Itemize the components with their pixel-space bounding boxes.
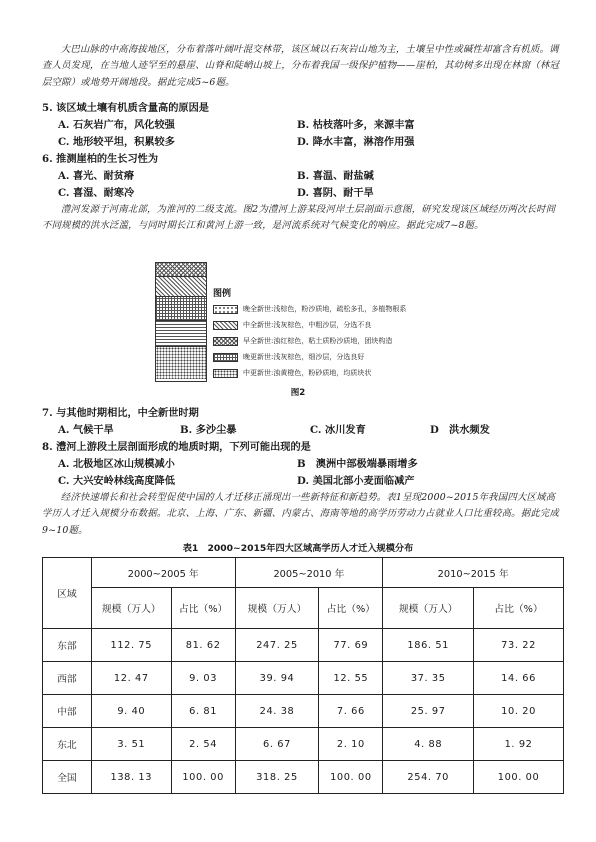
table-cell: 4. 88 — [383, 728, 474, 761]
period-header: 2000~2005 年 — [91, 558, 235, 588]
legend-label: 中全新世:浅灰棕色，中粗沙层，分选不良 — [243, 321, 372, 329]
soil-layer — [156, 277, 206, 297]
legend-item — [213, 304, 485, 315]
table-cell: 10. 20 — [474, 695, 564, 728]
scale-subheader: 规模（万人） — [91, 588, 171, 629]
table-cell: 81. 62 — [171, 629, 235, 662]
question-6-stem: 6. 推测崖柏的生长习性为 — [42, 153, 159, 165]
legend-swatch — [213, 353, 238, 362]
figure-2-soil-profile — [155, 262, 485, 397]
region-cell: 东部 — [43, 629, 92, 662]
legend-swatch — [213, 369, 238, 378]
soil-layer — [156, 347, 206, 379]
table-cell: 247. 25 — [235, 629, 319, 662]
table-cell: 37. 35 — [383, 662, 474, 695]
soil-layer — [156, 321, 206, 347]
table-row — [43, 761, 564, 794]
region-cell: 西部 — [43, 662, 92, 695]
region-header: 区域 — [43, 558, 92, 629]
legend-swatch — [213, 337, 238, 346]
passage-3: 经济快速增长和社会转型促使中国的人才迁移正涌现出一些新特征和新趋势。表1呈现2000~2015年我国四大区域高学历人才迁入规模分布数据。北京、上海、广东、新疆、内蒙古、海南等地的高学历劳动力占就业人口比重较高。据此完成9~10题。 — [42, 492, 560, 536]
q8-option-d: D. 美国北部小麦面临减产 — [297, 475, 415, 487]
q6-option-c: C. 喜湿、耐寒冷 — [58, 187, 135, 199]
table-cell: 9. 03 — [171, 662, 235, 695]
passage-2: 澧河发源于河南北部，为淮河的二级支流。图2为澧河上游某段河岸土层剖面示意图，研究发现该区域经历两次长时间不同规模的洪水泛滥，与同时期长江和黄河上游一致，是河流系统对气候变化的响应。据此完成7~8题。 — [42, 204, 556, 232]
share-subheader: 占比（%） — [171, 588, 235, 629]
q5-option-d: D. 降水丰富，淋溶作用强 — [297, 136, 415, 148]
data-table — [42, 557, 564, 794]
q5-option-a: A. 石灰岩广布，风化较强 — [58, 119, 175, 131]
legend-item — [213, 336, 485, 347]
q6-option-a: A. 喜光、耐贫瘠 — [58, 170, 135, 182]
table-cell: 112. 75 — [91, 629, 171, 662]
table-cell: 73. 22 — [474, 629, 564, 662]
figure-caption: 图2 — [290, 388, 306, 398]
q7-option-b: B. 多沙尘暴 — [180, 424, 237, 436]
q8-option-a: A. 北极地区冰山规模减小 — [58, 458, 175, 470]
legend-item — [213, 368, 485, 379]
table-cell: 138. 13 — [91, 761, 171, 794]
table-cell: 12. 47 — [91, 662, 171, 695]
legend-label: 中更新世:浊黄橙色，粉砂质地，均质块状 — [243, 369, 372, 377]
table-cell: 100. 00 — [171, 761, 235, 794]
question-7-stem: 7. 与其他时期相比，中全新世时期 — [42, 407, 199, 419]
scale-subheader: 规模（万人） — [235, 588, 319, 629]
table-cell: 2. 54 — [171, 728, 235, 761]
legend-item — [213, 320, 485, 331]
q6-option-b: B. 喜温、耐盐碱 — [297, 170, 374, 182]
table-cell: 7. 66 — [319, 695, 383, 728]
table-row — [43, 629, 564, 662]
soil-column — [155, 262, 207, 382]
table-row — [43, 728, 564, 761]
q8-option-c: C. 大兴安岭林线高度降低 — [58, 475, 175, 487]
q6-option-d: D. 喜阴、耐干旱 — [297, 187, 374, 199]
legend-swatch — [213, 305, 238, 314]
table-title: 表1 2000~2015年四大区域高学历人才迁入规模分布 — [182, 543, 414, 554]
q7-option-a: A. 气候干旱 — [58, 424, 114, 436]
table-cell: 186. 51 — [383, 629, 474, 662]
legend-swatch — [213, 321, 238, 330]
question-8-stem: 8. 澧河上游段土层剖面形成的地质时期，下列可能出现的是 — [42, 441, 311, 453]
question-5-stem: 5. 该区域土壤有机质含量高的原因是 — [42, 102, 209, 114]
q5-option-b: B. 枯枝落叶多，来源丰富 — [297, 119, 415, 131]
share-subheader: 占比（%） — [474, 588, 564, 629]
scale-subheader: 规模（万人） — [383, 588, 474, 629]
table-cell: 2. 10 — [319, 728, 383, 761]
table-cell: 9. 40 — [91, 695, 171, 728]
region-cell: 中部 — [43, 695, 92, 728]
table-cell: 6. 67 — [235, 728, 319, 761]
share-subheader: 占比（%） — [319, 588, 383, 629]
legend-label: 早全新世:浊红棕色，粘土质粉沙质地，团块构造 — [243, 337, 393, 345]
table-cell: 254. 70 — [383, 761, 474, 794]
table-row — [43, 695, 564, 728]
table-row — [43, 662, 564, 695]
region-cell: 全国 — [43, 761, 92, 794]
table-cell: 25. 97 — [383, 695, 474, 728]
table-cell: 100. 00 — [319, 761, 383, 794]
table-cell: 318. 25 — [235, 761, 319, 794]
table-cell: 14. 66 — [474, 662, 564, 695]
legend-item — [213, 352, 485, 363]
q8-option-b: B 澳洲中部极端暴雨增多 — [297, 458, 418, 470]
region-cell: 东北 — [43, 728, 92, 761]
table-cell: 12. 55 — [319, 662, 383, 695]
table-cell: 77. 69 — [319, 629, 383, 662]
table-cell: 6. 81 — [171, 695, 235, 728]
soil-layer — [156, 297, 206, 321]
q7-option-d: D 洪水频发 — [430, 424, 490, 436]
table-cell: 100. 00 — [474, 761, 564, 794]
table-cell: 24. 38 — [235, 695, 319, 728]
legend-label: 晚全新世:浅棕色，粉沙质地，疏松多孔，多植物根系 — [243, 305, 407, 313]
table-cell: 39. 94 — [235, 662, 319, 695]
table-cell: 3. 51 — [91, 728, 171, 761]
q5-option-c: C. 地形较平坦，积累较多 — [58, 136, 175, 148]
period-header: 2005~2010 年 — [235, 558, 383, 588]
legend-title: 图例 — [213, 289, 232, 299]
period-header: 2010~2015 年 — [383, 558, 564, 588]
legend-label: 晚更新世:浅灰棕色，细沙层，分选良好 — [243, 353, 365, 361]
q7-option-c: C. 冰川发育 — [310, 424, 366, 436]
passage-1: 大巴山脉的中高海拔地区，分布着落叶阔叶混交林带，该区域以石灰岩山地为主，土壤呈中性或碱性却富含有机质。调查人员发现，在当地人迹罕至的悬崖、山脊和陡峭山坡上，分布着我国一级保护植物——崖柏，其幼树多出现在林窗（林冠层空隙）或地势开阔地段。据此完成5~6题。 — [42, 44, 560, 88]
table-cell: 1. 92 — [474, 728, 564, 761]
soil-layer — [156, 263, 206, 277]
